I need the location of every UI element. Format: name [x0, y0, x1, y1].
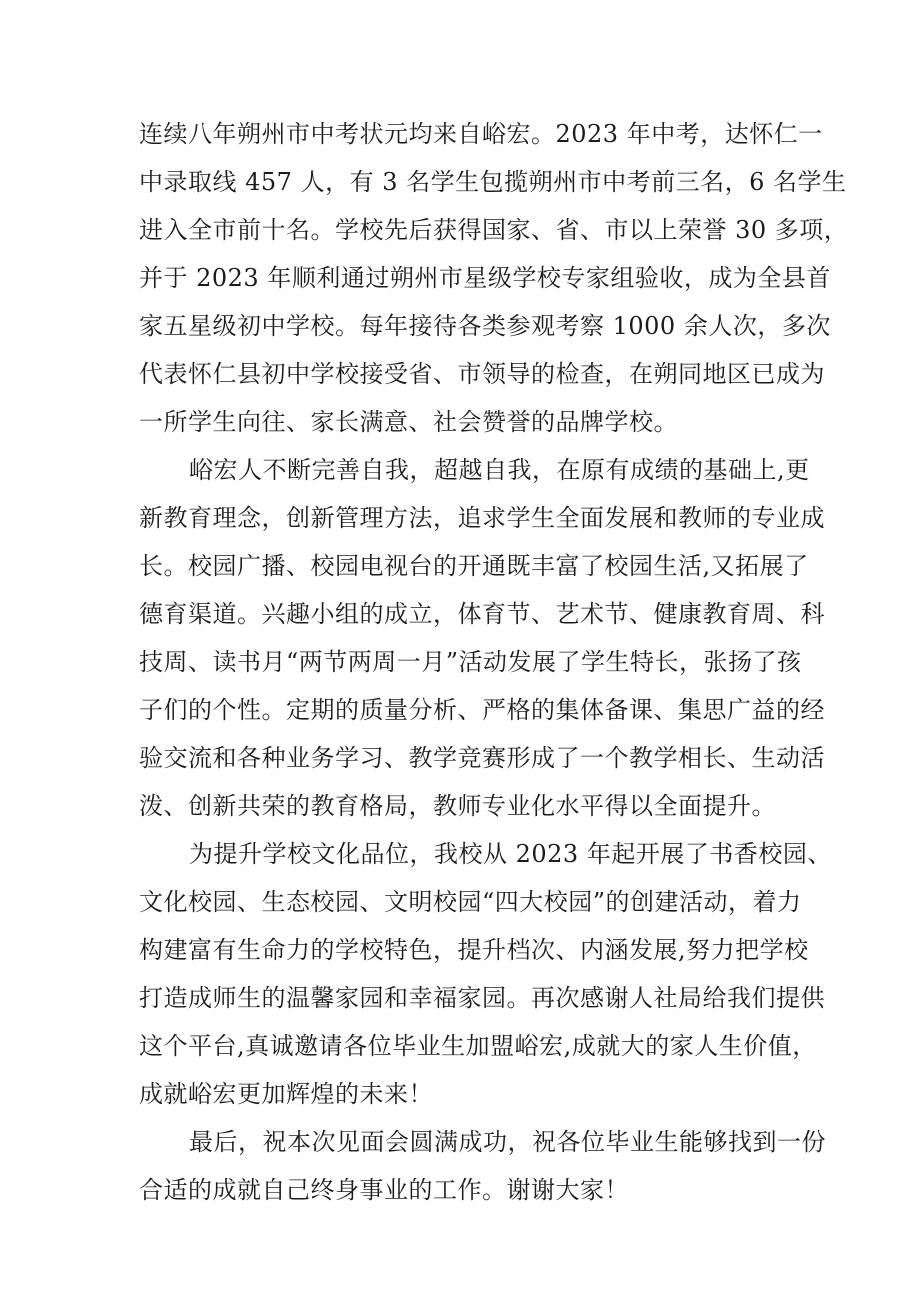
text-line: 合适的成就自己终身事业的工作。谢谢大家！: [139, 1176, 629, 1204]
text-line: 文化校园、生态校园、文明校园“四大校园”的创建活动，着力: [139, 888, 802, 916]
text-line: 最后，祝本次见面会圆满成功，祝各位毕业生能够找到一份: [189, 1128, 826, 1156]
text-line: 并于 2023 年顺利通过朔州市星级学校专家组验收，成为全县首: [139, 264, 831, 292]
text-line: 这个平台,真诚邀请各位毕业生加盟峪宏,成就大的家人生价值，: [139, 1032, 817, 1060]
text-line: 子们的个性。定期的质量分析、严格的集体备课、集思广益的经: [139, 696, 825, 724]
text-line: 长。校园广播、校园电视台的开通既丰富了校园生活,又拓展了: [139, 552, 809, 580]
text-line: 家五星级初中学校。每年接待各类参观考察 1000 余人次，多次: [139, 312, 831, 340]
text-line: 泼、创新共荣的教育格局，教师专业化水平得以全面提升。: [139, 792, 776, 820]
text-line: 成就峪宏更加辉煌的未来！: [139, 1080, 433, 1108]
text-line: 进入全市前十名。学校先后获得国家、省、市以上荣誉 30 多项，: [139, 216, 849, 244]
text-line: 打造成师生的温馨家园和幸福家园。再次感谢人社局给我们提供: [139, 984, 825, 1012]
text-line: 一所学生向往、家长满意、社会赞誉的品牌学校。: [139, 408, 678, 436]
text-line: 验交流和各种业务学习、教学竞赛形成了一个教学相长、生动活: [139, 744, 825, 772]
text-line: 德育渠道。兴趣小组的成立，体育节、艺术节、健康教育周、科: [139, 600, 825, 628]
text-line: 峪宏人不断完善自我，超越自我，在原有成绩的基础上,更: [189, 456, 810, 484]
text-line: 中录取线 457 人，有 3 名学生包揽朔州市中考前三名，6 名学生: [139, 168, 847, 196]
text-line: 连续八年朔州市中考状元均来自峪宏。2023 年中考，达怀仁一: [139, 120, 823, 148]
text-line: 新教育理念，创新管理方法，追求学生全面发展和教师的专业成: [139, 504, 825, 532]
text-line: 为提升学校文化品位，我校从 2023 年起开展了书香校园、: [189, 840, 832, 868]
text-line: 代表怀仁县初中学校接受省、市领导的检查，在朔同地区已成为: [139, 360, 825, 388]
text-line: 构建富有生命力的学校特色，提升档次、内涵发展,努力把学校: [139, 936, 809, 964]
text-line: 技周、读书月“两节两周一月”活动发展了学生特长，张扬了孩: [139, 648, 802, 676]
